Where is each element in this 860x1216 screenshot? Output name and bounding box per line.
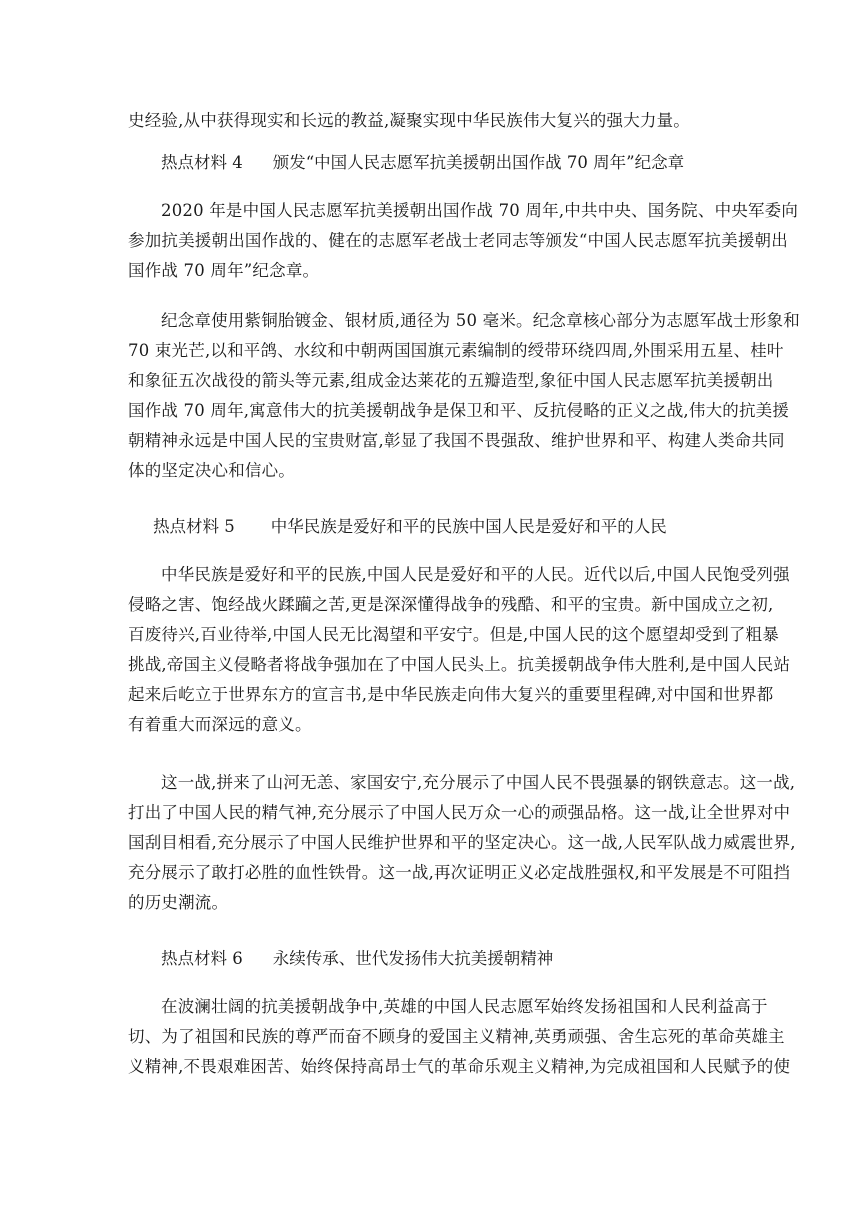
text-line: 和象征五次战役的箭头等元素,组成金达莱花的五瓣造型,象征中国人民志愿军抗美援朝出 [128, 371, 774, 390]
material-5-heading [128, 512, 732, 542]
text-line: 国作战 70 周年”纪念章。 [128, 261, 320, 280]
text-line: 体的坚定决心和信心。 [128, 461, 295, 480]
text-line: 起来后屹立于世界东方的宣言书,是中华民族走向伟大复兴的重要里程碑,对中国和世界都 [128, 685, 774, 704]
text-line: 参加抗美援朝出国作战的、健在的志愿军老战士老同志等颁发“中国人民志愿军抗美援朝出 [128, 231, 788, 250]
material-6-label: 热点材料 6 [161, 949, 243, 968]
text-line: 挑战,帝国主义侵略者将战争强加在了中国人民头上。抗美援朝战争伟大胜利,是中国人民站 [128, 655, 791, 674]
text-line: 史经验,从中获得现实和长远的教益,凝聚实现中华民族伟大复兴的强大力量。 [128, 111, 690, 130]
text-line: 朝精神永远是中国人民的宝贵财富,彰显了我国不畏强敌、维护世界和平、构建人类命共同 [128, 431, 785, 450]
continuation-paragraph [128, 106, 732, 136]
text-line: 的历史潮流。 [128, 893, 229, 912]
material-5-label: 热点材料 5 [153, 517, 235, 536]
text-line: 纪念章使用紫铜胎镀金、银材质,通径为 50 毫米。纪念章核心部分为志愿军战士形象和 [161, 311, 800, 330]
material-6-paragraph-1 [128, 992, 791, 1082]
text-line: 充分展示了敢打必胜的血性铁骨。这一战,再次证明正义必定战胜强权,和平发展是不可阻挡 [128, 863, 791, 882]
text-line: 有着重大而深远的意义。 [128, 715, 312, 734]
text-line: 中华民族是爱好和平的民族,中国人民是爱好和平的人民。近代以后,中国人民饱受列强 [161, 565, 790, 584]
text-line: 百废待兴,百业待举,中国人民无比渴望和平安宁。但是,中国人民的这个愿望却受到了粗暴 [128, 625, 779, 644]
material-5-paragraph-1 [128, 560, 791, 740]
text-line: 国作战 70 周年,寓意伟大的抗美援朝战争是保卫和平、反抗侵略的正义之战,伟大的抗美援 [128, 401, 790, 420]
text-line: 切、为了祖国和民族的尊严而奋不顾身的爱国主义精神,英勇顽强、舍生忘死的革命英雄主 [128, 1027, 785, 1046]
text-line: 2020 年是中国人民志愿军抗美援朝出国作战 70 周年,中共中央、国务院、中央军委向 [161, 201, 799, 220]
text-line: 义精神,不畏艰难困苦、始终保持高昂士气的革命乐观主义精神,为完成祖国和人民赋予的使 [128, 1057, 791, 1076]
text-line: 侵略之害、饱经战火蹂躏之苦,更是深深懂得战争的残酷、和平的宝贵。新中国成立之初, [128, 595, 774, 614]
text-line: 70 束光芒,以和平鸽、水纹和中朝两国国旗元素编制的绶带环绕四周,外围采用五星、桂叶 [128, 341, 784, 360]
material-4-paragraph-2 [128, 306, 800, 486]
material-6-heading [128, 944, 732, 974]
text-line: 在波澜壮阔的抗美援朝战争中,英雄的中国人民志愿军始终发扬祖国和人民利益高于 [161, 997, 768, 1016]
text-line: 打出了中国人民的精气神,充分展示了中国人民万众一心的顽强品格。这一战,让全世界对中 [128, 803, 791, 822]
material-4-title: 颁发“中国人民志愿军抗美援朝出国作战 70 周年”纪念章 [272, 153, 685, 172]
material-4-label: 热点材料 4 [161, 153, 243, 172]
material-5-title: 中华民族是爱好和平的民族中国人民是爱好和平的人民 [270, 517, 667, 536]
text-line: 国刮目相看,充分展示了中国人民维护世界和平的坚定决心。这一战,人民军队战力威震世界, [128, 833, 796, 852]
text-line: 这一战,拼来了山河无恙、家国安宁,充分展示了中国人民不畏强暴的钢铁意志。这一战, [161, 773, 796, 792]
material-4-heading [128, 148, 732, 178]
material-4-paragraph-1 [128, 196, 799, 286]
material-5-paragraph-2 [128, 768, 796, 918]
material-6-title: 永续传承、世代发扬伟大抗美援朝精神 [272, 949, 554, 968]
